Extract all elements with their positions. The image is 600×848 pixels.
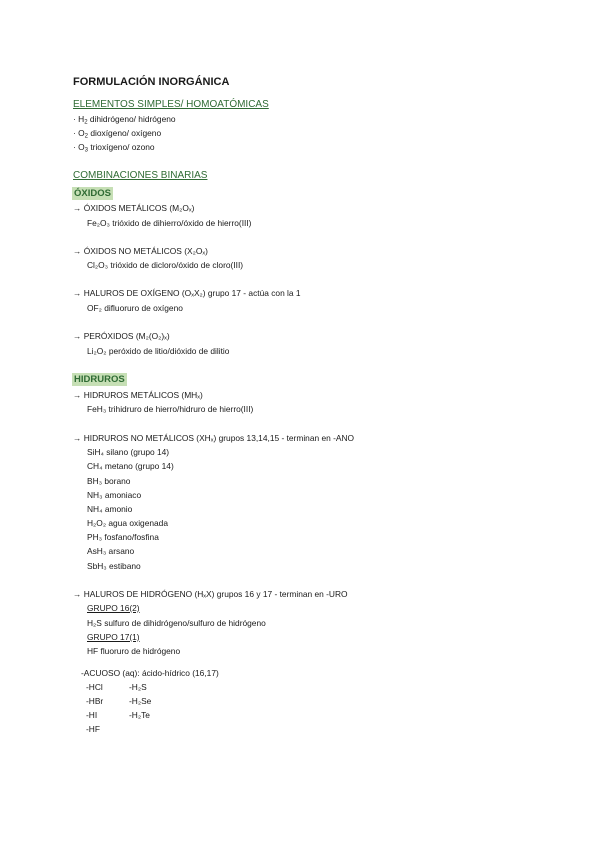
list-item: SbH₃ estibano: [87, 561, 141, 571]
haluros-oxigeno-example: OF₂ difluoruro de oxígeno: [87, 303, 183, 313]
list-item: AsH₃ arsano: [87, 546, 135, 556]
formula-subscript: 2: [84, 119, 88, 126]
hidruros-metalicos-example: FeH₃ trihidruro de hierro/hidruro de hierro(III): [87, 404, 254, 414]
page-title: FORMULACIÓN INORGÁNICA: [73, 76, 230, 88]
formula-subscript: 2: [84, 133, 88, 140]
acuoso-item: -HCl: [86, 682, 103, 692]
section-heading-combinaciones: COMBINACIONES BINARIAS: [73, 170, 208, 181]
formula-symbol: O: [78, 142, 85, 152]
bullet: ·: [73, 142, 76, 152]
formula-symbol: H: [78, 114, 85, 124]
acuoso-item: -HBr: [86, 696, 104, 706]
acuoso-item: -H₂S: [129, 682, 147, 692]
grupo17-label: GRUPO 17(1): [87, 632, 140, 642]
list-item: [73, 114, 176, 126]
list-item: H₂O₂ agua oxigenada: [87, 518, 169, 528]
acuoso-item: -HI: [86, 710, 98, 720]
list-item: BH₃ borano: [87, 476, 131, 486]
haluros-hidrogeno-title: → HALUROS DE HIDRÓGENO (HₓX) grupos 16 y 17 - terminan en -URO: [73, 589, 348, 599]
oxidos-metalicos-example: Fe₂O₃ trióxido de dihierro/óxido de hierro(III): [87, 218, 252, 228]
bullet: ·: [73, 128, 76, 138]
acuoso-title: -ACUOSO (aq): ácido-hídrico (16,17): [81, 668, 219, 678]
list-item: PH₃ fosfano/fosfina: [87, 532, 159, 542]
acuoso-item: -H₂Se: [129, 696, 152, 706]
list-item: [73, 142, 155, 154]
highlight-hidruros: HIDRUROS: [74, 374, 125, 385]
formula-subscript: 3: [84, 147, 88, 154]
peroxidos-title: → PERÓXIDOS (M₂(O₂)ₓ): [73, 331, 170, 341]
bullet: ·: [73, 114, 76, 124]
grupo16-example: H₂S sulfuro de dihidrógeno/sulfuro de hidrógeno: [87, 618, 266, 628]
hidruros-metalicos-title: → HIDRUROS METÁLICOS (MHₓ): [73, 390, 203, 400]
acuoso-item: -H₂Te: [129, 710, 150, 720]
formula-name: dihidrógeno/ hidrógeno: [89, 114, 176, 124]
list-item: SiH₄ silano (grupo 14): [87, 447, 170, 457]
highlight-oxidos: ÓXIDOS: [74, 188, 111, 199]
peroxidos-example: Li₂O₂ peróxido de litio/dióxido de dilitio: [87, 346, 230, 356]
acuoso-item: -HF: [86, 724, 100, 734]
oxidos-metalicos-title: → ÓXIDOS METÁLICOS (M₂Oₓ): [73, 203, 195, 213]
formula-symbol: O: [78, 128, 85, 138]
hidruros-no-metalicos-title: → HIDRUROS NO METÁLICOS (XHₓ) grupos 13,14,15 - terminan en -ANO: [73, 433, 355, 443]
formula-name: trioxígeno/ ozono: [90, 142, 155, 152]
list-item: NH₄ amonio: [87, 504, 133, 514]
haluros-oxigeno-title: → HALUROS DE OXÍGENO (OₓX₂) grupo 17 - actúa con la 1: [73, 288, 301, 298]
section-heading-elementos: ELEMENTOS SIMPLES/ HOMOATÓMICAS: [73, 99, 269, 110]
list-item: [73, 128, 162, 140]
grupo17-example: HF fluoruro de hidrógeno: [87, 646, 181, 656]
list-item: NH₃ amoniaco: [87, 490, 142, 500]
formula-name: dioxígeno/ oxígeno: [90, 128, 162, 138]
oxidos-no-metalicos-example: Cl₂O₃ trióxido de dicloro/óxido de cloro(III): [87, 260, 244, 270]
oxidos-no-metalicos-title: → ÓXIDOS NO METÁLICOS (X₂Oₓ): [73, 246, 208, 256]
grupo16-label: GRUPO 16(2): [87, 603, 140, 613]
list-item: CH₄ metano (grupo 14): [87, 461, 174, 471]
